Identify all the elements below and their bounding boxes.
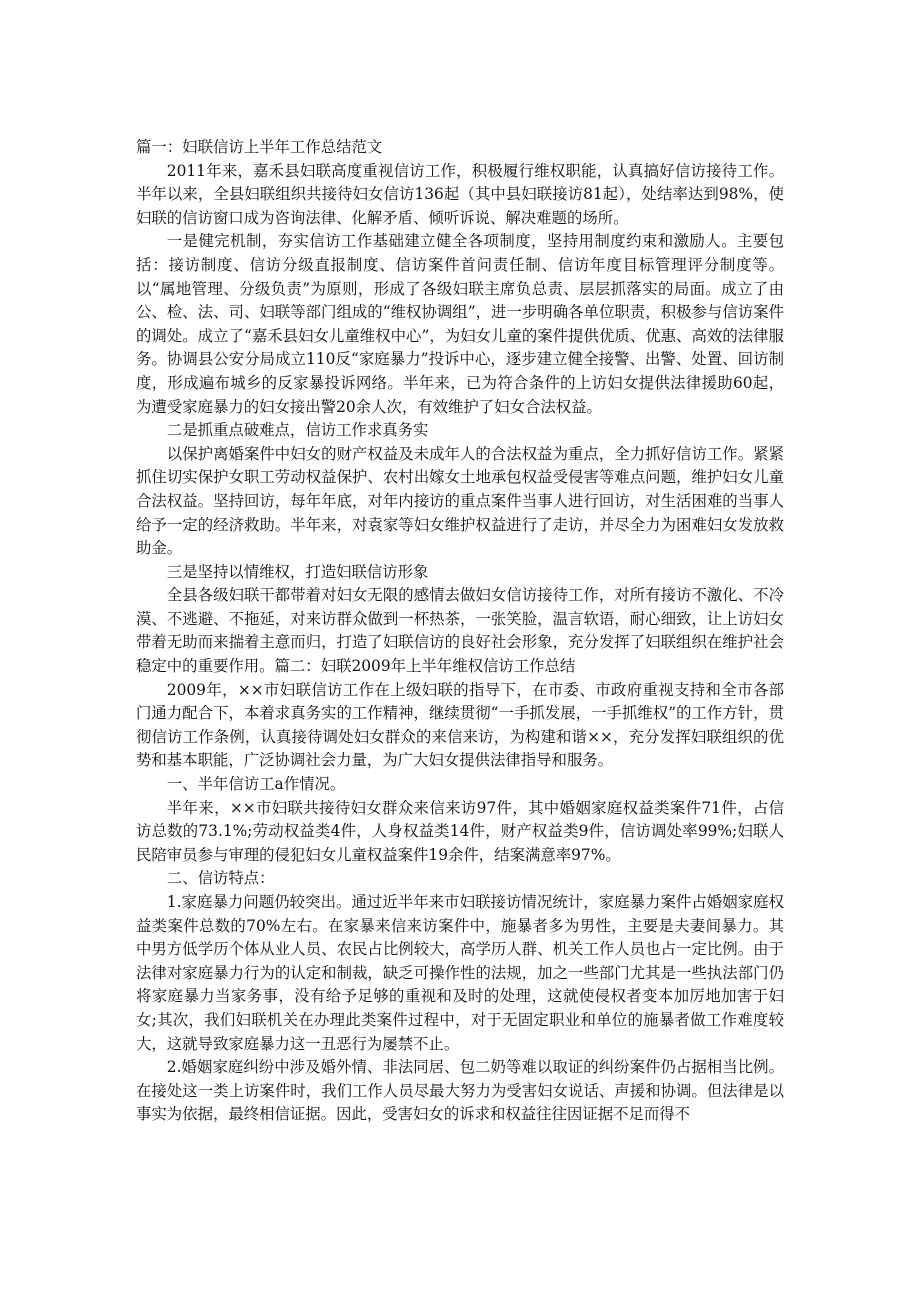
paragraph-key-points: 以保护离婚案件中妇女的财产权益及未成年人的合法权益为重点，全力抓好信访工作。紧紧抓住切实保护女职工劳动权益保护、农村出嫁女土地承包权益受侵害等难点问题，维护妇女儿童合法权益。坚持回访，每年年底，对年内接访的重点案件当事人进行回访，对生活困难的当事人给予一定的经济救助。半年来，对袁家等妇女维护权益进行了走访，并尽全力为困难妇女发放救助金。 xyxy=(136,444,784,558)
document-body xyxy=(136,136,784,1127)
section-heading-features: 二、信访特点： xyxy=(166,869,275,888)
paragraph-emotion: 全县各级妇联干都带着对妇女无限的感情去做妇女信访接待工作，对所有接访不激化、不冷漠、不逃避、不拖延，对来访群众做到一杯热茶，一张笑脸，温言软语，耐心细致，让上访妇女带着无助而来揣着主意而归，打造了妇联信访的良好社会形象，充分发挥了妇联组织在维护社会稳定中的重要作用。篇二：妇联2009年上半年维权信访工作总结 xyxy=(136,586,784,676)
paragraph-half-year-stats: 半年来，××市妇联共接待妇女群众来信来访97件，其中婚姻家庭权益类案件71件，占信访总数的73.1%;劳动权益类4件，人身权益类14件，财产权益类9件，信访调处率99%;妇联人民陪审员参与审理的侵犯妇女儿童权益案件19余件，结案满意率97%。 xyxy=(136,798,784,864)
paragraph-marriage-disputes: 2.婚姻家庭纠纷中涉及婚外情、非法同居、包二奶等难以取证的纠纷案件仍占据相当比例。在接处这一类上访案件时，我们工作人员尽最大努力为受害妇女说话、声援和协调。但法律是以事实为依据，最终相信证据。因此，受害妇女的诉求和权益往往因证据不足而得不 xyxy=(136,1058,784,1124)
section-heading-half-year: 一、半年信访工a作情况。 xyxy=(166,775,346,794)
document-title: 篇一：妇联信访上半年工作总结范文 xyxy=(136,138,383,156)
section-heading-emotion: 三是坚持以情维权，打造妇联信访形象 xyxy=(166,562,429,581)
paragraph-mechanism: 一是健完机制，夯实信访工作基础建立健全各项制度，坚持用制度约束和激励人。主要包括：接访制度、信访分级直报制度、信访案件首问责任制、信访年度目标管理评分制度等。以“属地管理、分级负责”为原则，形成了各级妇联主席负总责、层层抓落实的局面。成立了由公、检、法、司、妇联等部门组成的“维权协调组”，进一步明确各单位职责，积极参与信访案件的调处。成立了“嘉禾县妇女儿童维权中心”，为妇女儿童的案件提供优质、优惠、高效的法律服务。协调县公安分局成立110反“家庭暴力”投诉中心，逐步建立健全接警、出警、处置、回访制度，形成遍布城乡的反家暴投诉网络。半年来，已为符合条件的上访妇女提供法律援助60起，为遭受家庭暴力的妇女接出警20余人次，有效维护了妇女合法权益。 xyxy=(136,232,784,416)
section-heading-key-points: 二是抓重点破难点，信访工作求真务实 xyxy=(166,421,429,440)
paragraph-domestic-violence: 1.家庭暴力问题仍较突出。通过近半年来市妇联接访情况统计，家庭暴力案件占婚姻家庭权益类案件总数的70%左右。在家暴来信来访案件中，施暴者多为男性，主要是夫妻间暴力。其中男方低学历个体从业人员、农民占比例较大，高学历人群、机关工作人员也占一定比例。由于法律对家庭暴力行为的认定和制裁，缺乏可操作性的法规，加之一些部门尤其是一些执法部门仍将家庭暴力当家务事，没有给予足够的重视和及时的处理，这就使侵权者变本加厉地加害于妇女;其次，我们妇联机关在办理此类案件过程中，对于无固定职业和单位的施暴者做工作难度较大，这就导致家庭暴力这一丑恶行为屡禁不止。 xyxy=(136,893,784,1053)
paragraph-intro-2011: 2011年来，嘉禾县妇联高度重视信访工作，积极履行维权职能，认真搞好信访接待工作。半年以来，全县妇联组织共接待妇女信访136起（其中县妇联接访81起），处结率达到98%，使妇联的信访窗口成为咨询法律、化解矛盾、倾听诉说、解决难题的场所。 xyxy=(136,161,784,227)
paragraph-intro-2009: 2009年，××市妇联信访工作在上级妇联的指导下，在市委、市政府重视支持和全市各部门通力配合下，本着求真务实的工作精神，继续贯彻“一手抓发展，一手抓维权”的工作方针，贯彻信访工作条例，认真接待调处妇女群众的来信来访，为构建和谐××，充分发挥妇联组织的优势和基本职能，广泛协调社会力量，为广大妇女提供法律指导和服务。 xyxy=(136,680,784,770)
